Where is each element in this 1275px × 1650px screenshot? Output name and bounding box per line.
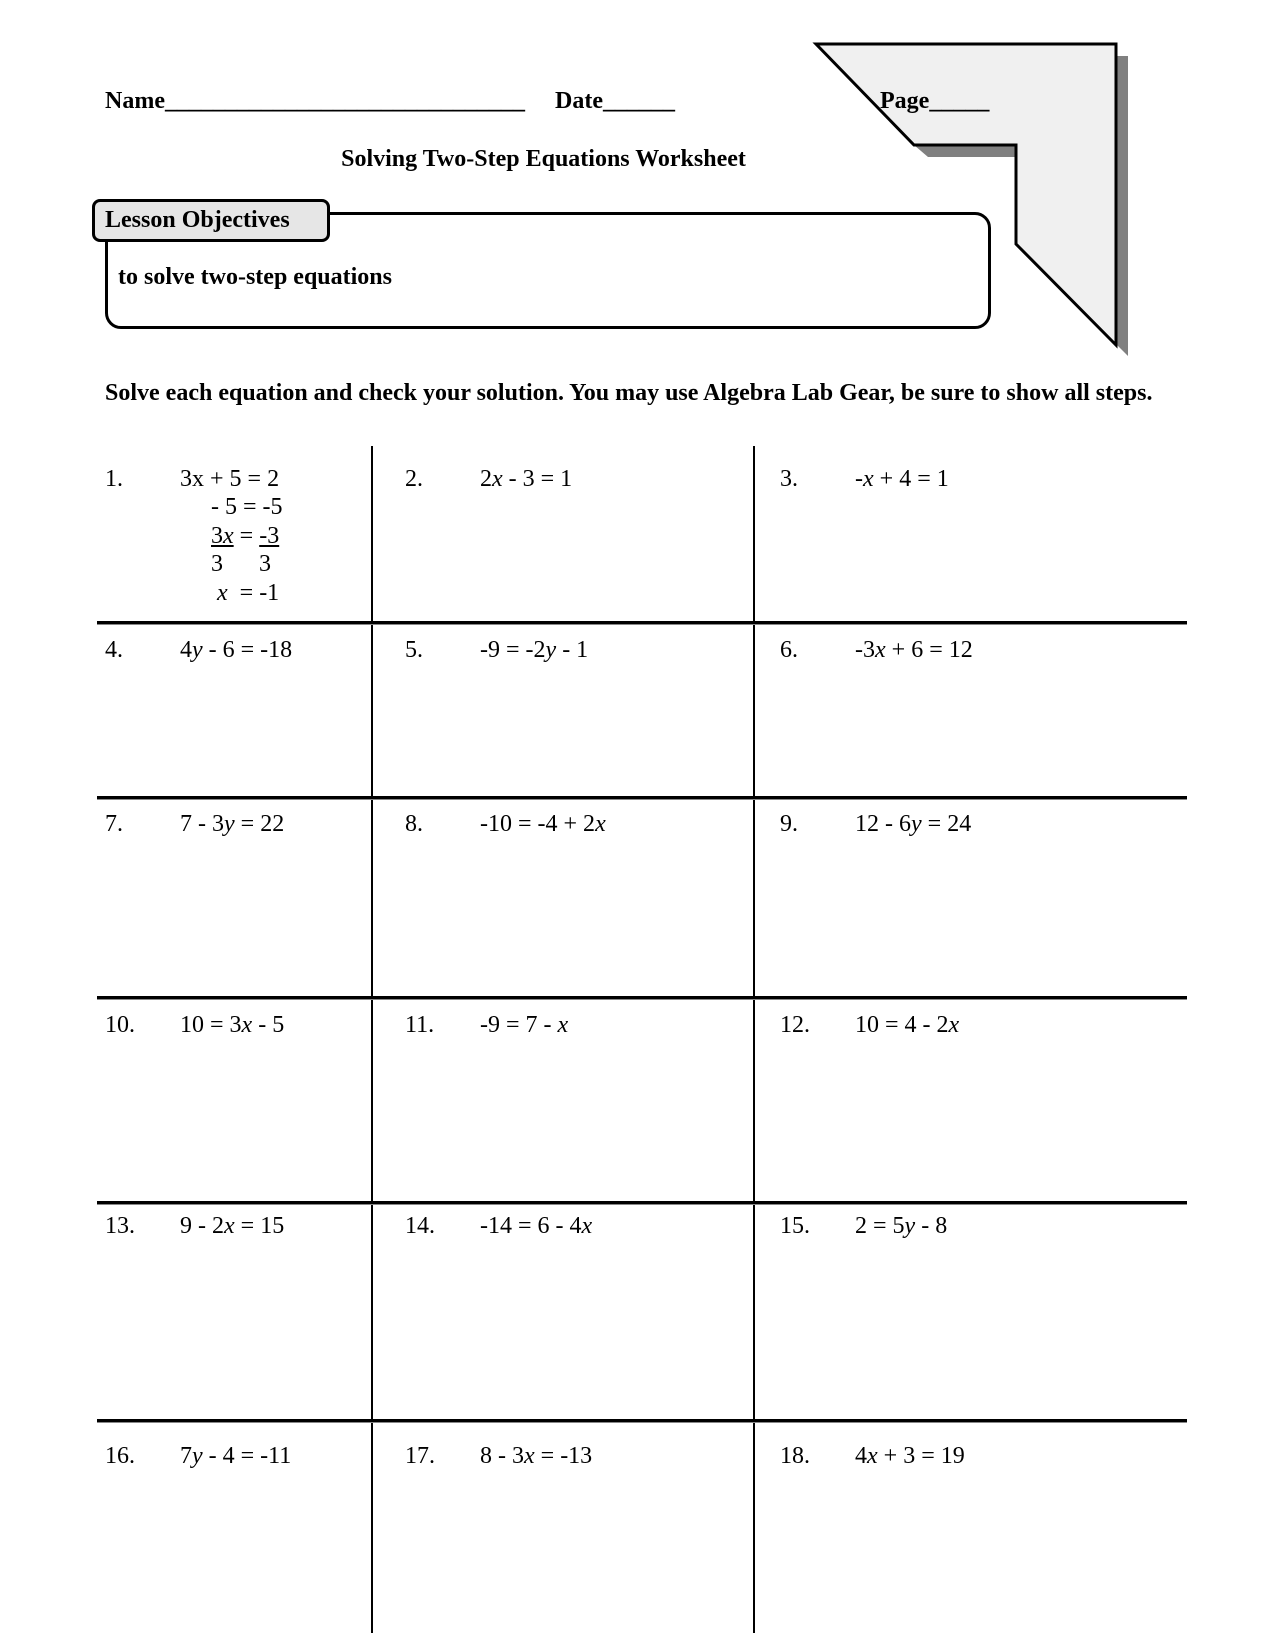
problem-number: 12. [780, 1012, 810, 1038]
objectives-tab: Lesson Objectives [92, 199, 330, 242]
example-step-3: 3x = -3 [211, 523, 280, 549]
problem-equation: 2x - 3 = 1 [480, 466, 573, 492]
problem-equation: -x + 4 = 1 [855, 466, 949, 492]
grid-divider-1 [371, 446, 373, 1633]
problem-equation: 7y - 4 = -11 [180, 1443, 292, 1469]
problem-number: 11. [405, 1012, 435, 1038]
problem-number: 9. [780, 811, 798, 837]
problem-number: 4. [105, 637, 123, 663]
date-field[interactable] [555, 88, 675, 115]
problem-equation: 2 = 5y - 8 [855, 1213, 948, 1239]
instructions: Solve each equation and check your solution. You may use Algebra Lab Gear, be sure to show all steps. [105, 380, 1153, 406]
problem-number: 15. [780, 1213, 810, 1239]
grid-divider-2 [753, 446, 755, 1633]
example-step-4: 3 3 [211, 551, 271, 577]
name-field[interactable] [105, 88, 525, 115]
problem-number: 3. [780, 466, 798, 492]
row-divider-4 [97, 1201, 1187, 1204]
problem-equation: 8 - 3x = -13 [480, 1443, 593, 1469]
problem-number: 16. [105, 1443, 135, 1469]
example-fraction-left: 3x [211, 523, 234, 549]
problem-number: 8. [405, 811, 423, 837]
name-blank[interactable]: ______________________________ [164, 88, 525, 114]
problem-number: 1. [105, 466, 123, 492]
problem-number: 17. [405, 1443, 435, 1469]
example-step-2: - 5 = -5 [211, 494, 283, 520]
problem-equation: 4y - 6 = -18 [180, 637, 293, 663]
row-divider-5 [97, 1419, 1187, 1422]
page-blank[interactable]: _____ [929, 88, 990, 114]
row-divider-1 [97, 621, 1187, 624]
row-divider-3 [97, 996, 1187, 999]
date-blank[interactable]: ______ [602, 88, 675, 114]
date-label: Date [555, 88, 603, 114]
objectives-text: to solve two-step equations [118, 264, 392, 290]
problem-equation: 10 = 3x - 5 [180, 1012, 285, 1038]
problem-equation: -9 = -2y - 1 [480, 637, 589, 663]
problem-equation: 7 - 3y = 22 [180, 811, 285, 837]
problem-equation: -10 = -4 + 2x [480, 811, 606, 837]
problem-equation: 12 - 6y = 24 [855, 811, 972, 837]
page-label: Page [880, 88, 930, 114]
example-fraction-right: -3 [259, 523, 280, 549]
row-divider-2 [97, 796, 1187, 799]
example-step-1: 3x + 5 = 2 [180, 466, 280, 492]
problem-number: 14. [405, 1213, 435, 1239]
problem-equation: -9 = 7 - x [480, 1012, 569, 1038]
page-field[interactable] [880, 88, 989, 115]
problem-number: 18. [780, 1443, 810, 1469]
problem-number: 7. [105, 811, 123, 837]
problem-number: 5. [405, 637, 423, 663]
example-step-5: x = -1 [217, 580, 280, 606]
problem-equation: 10 = 4 - 2x [855, 1012, 960, 1038]
problem-equation: 4x + 3 = 19 [855, 1443, 965, 1469]
problem-number: 10. [105, 1012, 135, 1038]
name-label: Name [105, 88, 165, 114]
problem-equation: 9 - 2x = 15 [180, 1213, 285, 1239]
problem-equation: -3x + 6 = 12 [855, 637, 973, 663]
worksheet-title: Solving Two-Step Equations Worksheet [341, 146, 746, 172]
problem-number: 6. [780, 637, 798, 663]
problem-number: 13. [105, 1213, 135, 1239]
problem-equation: -14 = 6 - 4x [480, 1213, 593, 1239]
problem-number: 2. [405, 466, 423, 492]
